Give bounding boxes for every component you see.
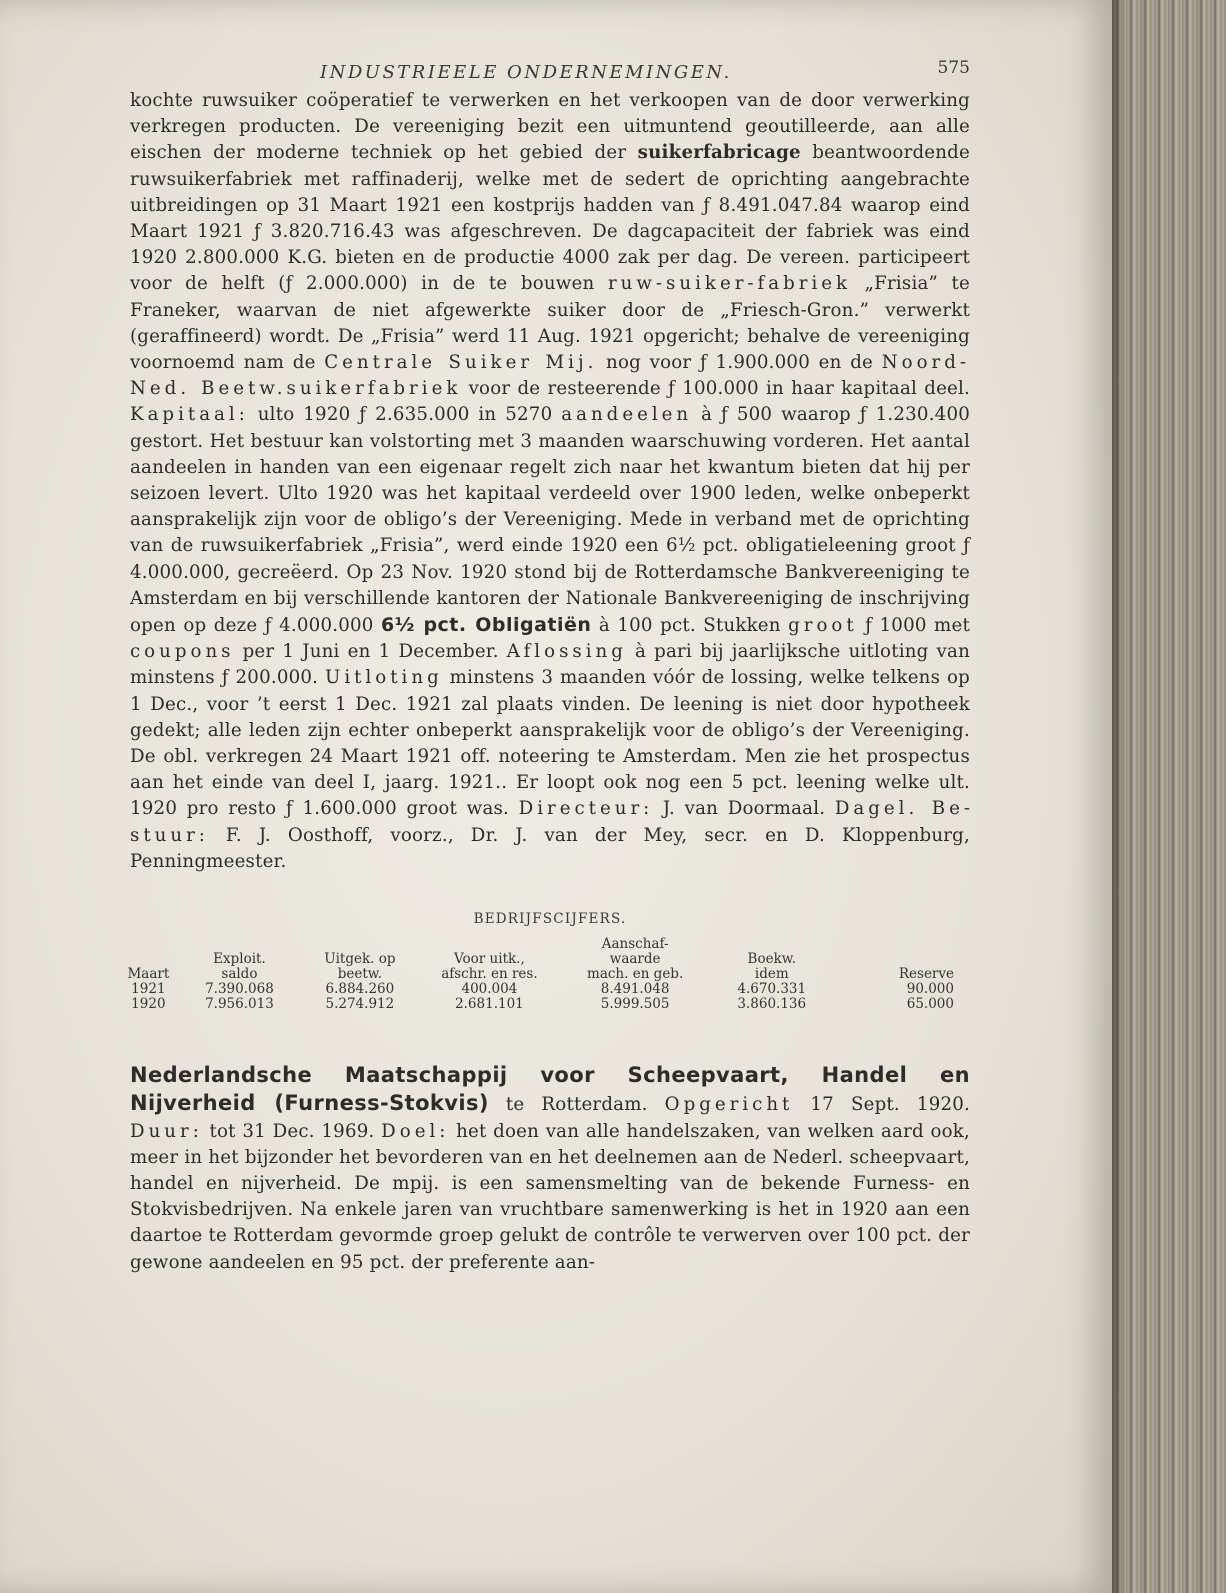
spaced-term: Uitloting (325, 667, 443, 689)
text-segment: J. van Doormaal. (653, 798, 835, 820)
spaced-term: Kapitaal: (130, 404, 249, 426)
table-cell: 1921 (131, 981, 166, 998)
furness-stokvis-paragraph (130, 1062, 970, 1276)
spaced-term: Opgericht (664, 1094, 794, 1116)
table-cell: 65.000 (906, 996, 954, 1013)
col-header-exploit: Exploit. saldo (213, 951, 266, 983)
col-header-voor-uitk: Voor uitk., afschr. en res. (441, 951, 538, 983)
text-segment: à 100 pct. Stukken (591, 615, 789, 637)
table-cell: 2.681.101 (455, 996, 524, 1013)
table-caption: BEDRIJFSCIJFERS. (473, 911, 627, 928)
col-header-reserve: Reserve (898, 966, 954, 983)
page-content (127, 52, 971, 1276)
text-segment: „Frisia” te Franeker, waarvan de niet afgewerkte suiker door de „Friesch-Gron.” verwerkt (geraffineerd) wordt. De „Frisia” werd 11 Aug. 1921 opgericht; behalve de vereeniging voornoemd nam de (130, 273, 970, 374)
table-cell: 5.999.505 (600, 996, 670, 1013)
text-segment: per 1 Juni en 1 December. (234, 641, 507, 663)
text-segment: ulto 1920 ƒ 2.635.000 in 5270 (248, 404, 562, 426)
text-segment: te Rotterdam. (488, 1094, 665, 1116)
spaced-term: ruw-suiker-fabriek (607, 273, 852, 295)
bold-term: suikerfabricage (637, 142, 801, 164)
col-header-boekw: Boekw. idem (747, 951, 796, 983)
table-cell: 8.491.048 (600, 981, 670, 998)
table-header-row (118, 937, 954, 982)
text-segment: het doen van alle handelszaken, van welken aard ook, meer in het bijzonder het bevorderen van en het deelnemen aan de Nederl. scheepvaart, handel en nijverheid. De mpij. is een samensmelting van de bekende Furness- en Stokvisbedrijven. Na enkele jaren van vruchtbare samenwerking is het in 1920 aan een daartoe te Rotterdam gevormde groep gelukt de contrôle te verwerven over 100 pct. der gewone aandeelen en 95 pct. der preferente aan- (130, 1120, 971, 1273)
text-segment: F. J. Oosthoff, voorz., Dr. J. van der Mey, secr. en D. Kloppenburg, Penningmeester. (130, 824, 970, 872)
table-cell: 4.670.331 (737, 981, 807, 998)
text-segment: minstens 3 maanden vóór de lossing, welke telkens op 1 Dec., voor ’t eerst 1 Dec. 1921 zal plaats vinden. De leening is niet door hypotheek gedekt; alle leden zijn echter onbeperkt aansprakelijk voor de obligo’s der Vereeniging. De obl. verkregen 24 Maart 1921 off. noteering te Amsterdam. Men zie het prospectus aan het einde van deel I, jaarg. 1921.. Er loopt ook nog een 5 pct. leening welke ult. 1920 pro resto ƒ 1.600.000 groot was. (130, 667, 971, 820)
book-page-edges (1112, 0, 1226, 1593)
col-header-aanschaf: Aanschaf- waarde mach. en geb. (587, 936, 684, 983)
company-name: Nederlandsche Maatschappij voor Scheepvaart, Handel en Nijverheid (Furness-Stokvis) (130, 1063, 970, 1116)
page-number: 575 (937, 58, 970, 78)
vereeniging-paragraph (130, 88, 970, 875)
spaced-term: Aflossing (506, 641, 627, 663)
text-segment: 17 Sept. 1920. (793, 1094, 970, 1116)
table-cell: 90.000 (906, 981, 954, 998)
text-segment: voor de resteerende ƒ 100.000 in haar kapitaal deel. (461, 378, 970, 400)
col-header-maart: Maart (127, 966, 170, 983)
bedrijfscijfers-table (118, 937, 954, 1012)
table-cell: 5.274.912 (325, 996, 395, 1013)
spaced-term: Doel: (381, 1120, 450, 1142)
spaced-term: Directeur: (518, 798, 654, 820)
text-segment: à pari bij jaarlijksche uitloting van minstens ƒ 200.000. (130, 641, 970, 689)
text-segment: tot 31 Dec. 1969. (202, 1120, 382, 1142)
spaced-term: Noord-Ned. Beetw.suikerfabriek (130, 352, 971, 400)
table-cell: 7.390.068 (205, 981, 274, 998)
spaced-term: Dagel. Bestuur: (130, 798, 970, 846)
text-segment: ƒ 1000 met (857, 615, 970, 637)
spaced-term: groot (788, 615, 858, 637)
text-segment: beantwoordende ruwsuikerfabriek met raffinaderij, welke met de sedert de oprichting aangebrachte uitbreidingen op 31 Maart 1921 een kostprijs hadden van ƒ 8.491.047.84 waarop eind Maart 1921 ƒ 3.820.716.43 was afgeschreven. De dagcapaciteit der fabriek was eind 1920 2.800.000 K.G. bieten en de productie 4000 zak per dag. De vereen. participeert voor de helft (ƒ 2.000.000) in de te bouwen (130, 142, 970, 295)
table-cell: 7.956.013 (205, 996, 274, 1013)
col-header-uitgek: Uitgek. op beetw. (324, 951, 396, 983)
table-cell: 1920 (131, 996, 166, 1013)
page-header (130, 52, 970, 88)
spaced-term: Duur: (130, 1120, 203, 1142)
table-cell: 3.860.136 (737, 996, 807, 1013)
spaced-term: Centrale Suiker Mij. (324, 352, 598, 374)
bold-heading-term: 6½ pct. Obligatiën (380, 614, 592, 637)
spaced-term: coupons (130, 641, 235, 663)
text-segment: kochte ruwsuiker coöperatief te verwerken en het verkoopen van de door verwerking verkregen producten. De vereeniging bezit een uitmuntend geoutilleerde, aan alle eischen der moderne techniek op het gebied der (130, 90, 970, 164)
table-cell: 6.884.260 (325, 981, 395, 998)
text-segment: nog voor ƒ 1.900.000 en de (597, 352, 882, 374)
table-row (118, 982, 954, 997)
table-cell: 400.004 (461, 981, 518, 998)
spaced-term: aandeelen (561, 404, 693, 426)
text-segment: à ƒ 500 waarop ƒ 1.230.400 gestort. Het bestuur kan volstorting met 3 maanden waarschuwing vorderen. Het aantal aandeelen in handen van een eigenaar regelt zich naar het kwantum bieten dat hij per seizoen levert. Ulto 1920 was het kapitaal verdeeld over 1900 leden, welke onbeperkt aansprakelijk zijn voor de obligo’s der Vereeniging. Mede in verband met de oprichting van de ruwsuikerfabriek „Frisia”, werd einde 1920 een 6½ pct. obligatieleening groot ƒ 4.000.000, gecreëerd. Op 23 Nov. 1920 stond bij de Rotterdamsche Bankvereeniging te Amsterdam en bij verschillende kantoren der Nationale Bankvereeniging de inschrijving open op deze ƒ 4.000.000 (130, 404, 970, 637)
table-row (118, 997, 954, 1012)
running-title: INDUSTRIEELE ONDERNEMINGEN. (320, 62, 732, 83)
